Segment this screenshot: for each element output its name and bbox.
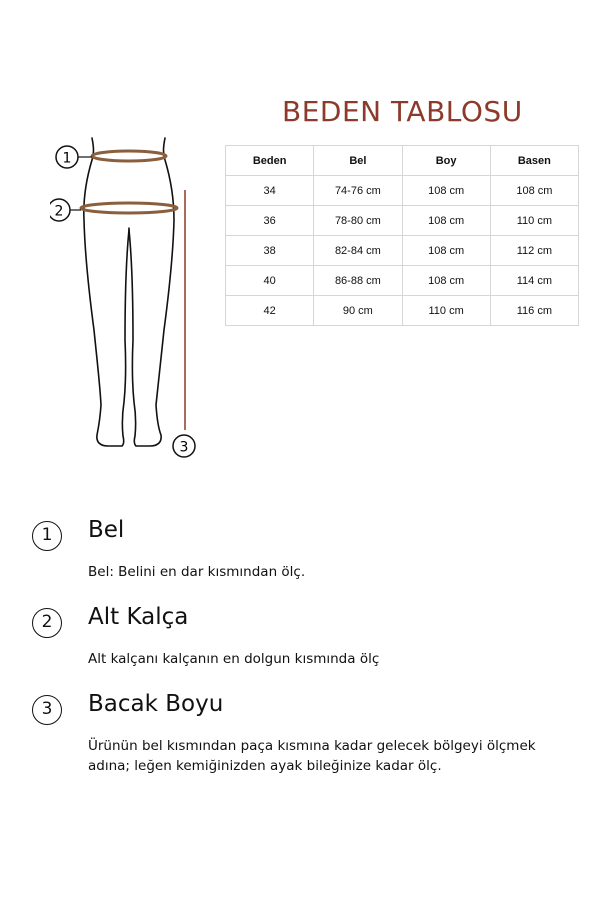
table-row — [226, 266, 579, 296]
table-cell: 108 cm — [402, 176, 490, 206]
table-cell: 112 cm — [490, 236, 578, 266]
table-cell: 90 cm — [314, 296, 402, 326]
table-cell: 108 cm — [490, 176, 578, 206]
figure-marker-3-label: 3 — [179, 439, 189, 456]
column-header-boy: Boy — [402, 146, 490, 176]
measurement-title: Bel — [88, 517, 125, 543]
measurement-bel — [32, 517, 572, 581]
measurement-alt-kalca — [32, 604, 572, 668]
table-cell: 42 — [226, 296, 314, 326]
size-table — [225, 145, 579, 326]
figure-marker-1 — [56, 146, 92, 168]
waist-band — [92, 151, 166, 161]
measurement-title: Alt Kalça — [88, 604, 189, 630]
column-header-basen: Basen — [490, 146, 578, 176]
table-cell: 40 — [226, 266, 314, 296]
table-cell: 78-80 cm — [314, 206, 402, 236]
measurement-number: 3 — [32, 695, 62, 725]
table-cell: 34 — [226, 176, 314, 206]
leggings-figure — [50, 130, 210, 460]
table-cell: 108 cm — [402, 266, 490, 296]
figure-marker-2-label: 2 — [54, 203, 64, 220]
measurement-bacak-boyu — [32, 691, 572, 774]
table-cell: 74-76 cm — [314, 176, 402, 206]
table-cell: 108 cm — [402, 236, 490, 266]
table-cell: 82-84 cm — [314, 236, 402, 266]
page-title: BEDEN TABLOSU — [282, 95, 523, 128]
table-row — [226, 236, 579, 266]
column-header-beden: Beden — [226, 146, 314, 176]
table-cell: 86-88 cm — [314, 266, 402, 296]
measurement-title: Bacak Boyu — [88, 691, 224, 717]
measurement-number: 2 — [32, 608, 62, 638]
figure-marker-3 — [173, 435, 195, 457]
table-cell: 38 — [226, 236, 314, 266]
table-row — [226, 296, 579, 326]
column-header-bel: Bel — [314, 146, 402, 176]
measurement-description: Ürünün bel kısmından paça kısmına kadar gelecek bölgeyi ölçmek adına; leğen kemiğinizden ayak bileğinize kadar ölç. — [88, 738, 536, 774]
figure-marker-2 — [50, 199, 81, 221]
figure-marker-1-label: 1 — [62, 150, 72, 167]
measurement-description: Alt kalçanı kalçanın en dolgun kısmında ölç — [88, 651, 380, 667]
table-cell: 116 cm — [490, 296, 578, 326]
table-cell: 36 — [226, 206, 314, 236]
table-cell: 114 cm — [490, 266, 578, 296]
leg-right-outline — [129, 138, 174, 446]
leg-left-outline — [84, 138, 129, 446]
table-cell: 108 cm — [402, 206, 490, 236]
measurement-description: Bel: Belini en dar kısmından ölç. — [88, 564, 306, 580]
leggings-outline — [84, 138, 174, 446]
table-cell: 110 cm — [402, 296, 490, 326]
table-header-row — [226, 146, 579, 176]
hip-band — [81, 203, 177, 213]
table-row — [226, 206, 579, 236]
measurement-number: 1 — [32, 521, 62, 551]
table-cell: 110 cm — [490, 206, 578, 236]
table-row — [226, 176, 579, 206]
